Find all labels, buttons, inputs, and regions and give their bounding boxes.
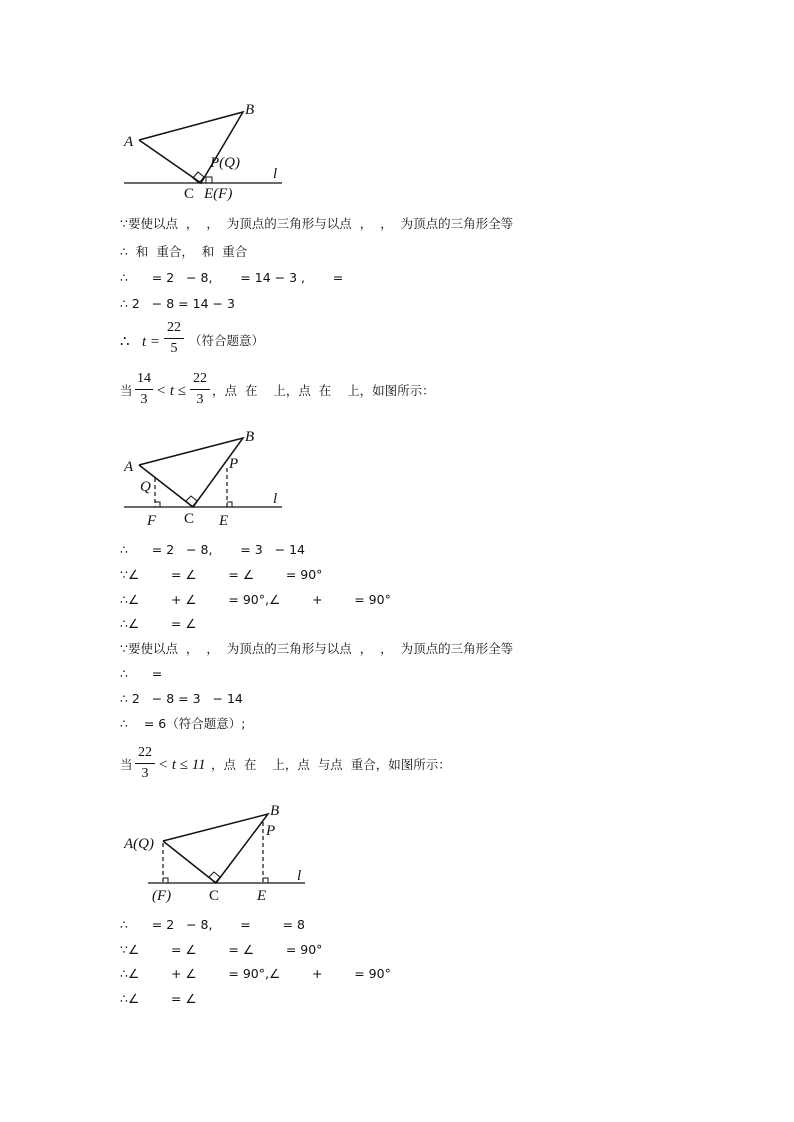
label-a: A xyxy=(124,459,134,475)
label-b: B xyxy=(245,102,255,118)
text-line-15-suffix: ，点 在 上，点 与点 重合，如图所示： xyxy=(211,757,451,772)
text-line-6-suffix: ，点 在 上，点 在 上，如图所示： xyxy=(212,383,435,398)
label-l: l xyxy=(273,166,278,182)
label-b: B xyxy=(270,803,280,819)
label-a: A xyxy=(124,134,134,150)
label-f: F xyxy=(147,513,157,529)
text-line-3: ∴ = 2 − 8, = 14 − 3 , = xyxy=(120,270,344,285)
perp-mark-f xyxy=(163,878,168,883)
label-b: B xyxy=(245,429,255,445)
text-line-5-suffix: （符合题意） xyxy=(189,333,265,348)
text-line-12: ∴ = xyxy=(120,666,163,681)
text-line-11: ∵要使以点 ， ， 为顶点的三角形与以点 ， ， 为顶点的三角形全等 xyxy=(120,641,514,656)
fraction-numerator: 22 xyxy=(167,320,181,335)
text-line-2: ∴ 和 重合， 和 重合 xyxy=(120,244,248,259)
text-line-10: ∴∠ = ∠ xyxy=(120,616,197,631)
fraction-denominator: 3 xyxy=(141,766,149,781)
text-line-5-prefix: ∴ xyxy=(120,334,134,350)
label-l: l xyxy=(297,868,302,884)
fraction-numerator: 14 xyxy=(137,371,151,386)
text-line-15-mid: < t ≤ 11 xyxy=(158,757,206,773)
label-aq: A(Q) xyxy=(124,836,154,852)
text-line-15-prefix: 当 xyxy=(120,757,133,772)
text-line-9: ∴∠ + ∠ = 90°,∠ + = 90° xyxy=(120,592,391,607)
fraction-denominator: 3 xyxy=(140,392,148,407)
text-line-17: ∵∠ = ∠ = ∠ = 90° xyxy=(120,942,323,957)
fraction-numerator: 22 xyxy=(138,745,152,760)
text-line-7: ∴ = 2 − 8, = 3 − 14 xyxy=(120,542,305,557)
fraction-numerator: 22 xyxy=(193,371,207,386)
label-q: Q xyxy=(140,479,151,495)
label-c: C xyxy=(184,186,195,202)
text-line-1: ∵要使以点 ， ， 为顶点的三角形与以点 ， ， 为顶点的三角形全等 xyxy=(120,216,514,231)
label-p: P xyxy=(229,456,239,472)
text-line-6-prefix: 当 xyxy=(120,383,133,398)
label-l: l xyxy=(273,491,278,507)
label-p: P xyxy=(266,823,276,839)
text-line-19: ∴∠ = ∠ xyxy=(120,991,197,1006)
label-e: E xyxy=(219,513,229,529)
text-line-4: ∴ 2 − 8 = 14 − 3 xyxy=(120,296,235,311)
text-line-5-t: t = xyxy=(142,334,161,350)
text-line-16: ∴ = 2 − 8, = = 8 xyxy=(120,917,305,932)
text-line-8: ∵∠ = ∠ = ∠ = 90° xyxy=(120,567,323,582)
text-line-18: ∴∠ + ∠ = 90°,∠ + = 90° xyxy=(120,966,391,981)
label-c: C xyxy=(184,511,195,527)
label-e: E xyxy=(257,888,267,904)
fraction-denominator: 5 xyxy=(170,341,178,356)
label-ef: E(F) xyxy=(204,186,233,202)
label-c: C xyxy=(209,888,220,904)
fraction-denominator: 3 xyxy=(196,392,204,407)
text-line-6-mid: < t ≤ xyxy=(156,383,187,399)
perp-mark-e xyxy=(263,878,268,883)
label-pq: P(Q) xyxy=(210,155,240,171)
text-line-14: ∴ = 6（符合题意）; xyxy=(120,716,246,731)
text-line-13: ∴ 2 − 8 = 3 − 14 xyxy=(120,691,243,706)
label-f: (F) xyxy=(152,888,172,904)
